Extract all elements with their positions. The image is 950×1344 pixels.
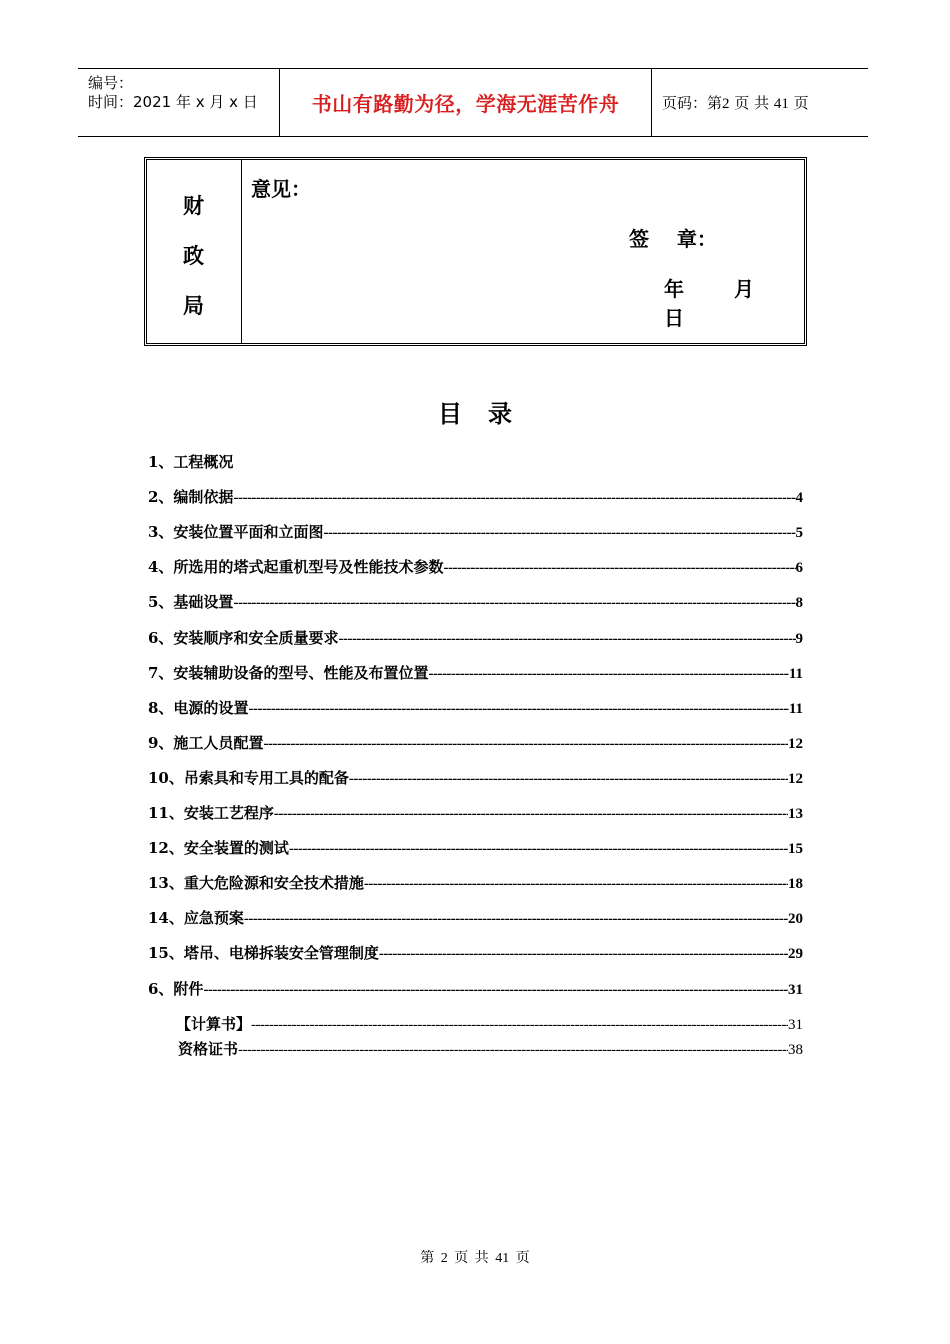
date-line	[664, 273, 804, 331]
toc-entry[interactable]	[148, 662, 803, 684]
toc-leader-dashes	[338, 631, 795, 648]
toc-entry[interactable]	[148, 486, 803, 508]
toc-entry-label: 13、重大危险源和安全技术措施	[148, 874, 364, 893]
toc-entry[interactable]	[148, 732, 803, 754]
toc-entry[interactable]	[148, 627, 803, 649]
toc-entry[interactable]	[148, 556, 803, 578]
toc-entry-page: 31	[788, 981, 803, 998]
doc-number-label: 编号：	[88, 74, 134, 92]
header-page-number: 页码：第2 页 共 41 页	[662, 94, 809, 112]
toc-entry-label: 3、安装位置平面和立面图	[148, 523, 324, 542]
toc-entry-page: 18	[788, 876, 803, 893]
toc-leader-dashes	[203, 982, 788, 999]
toc-sub-entry-label: 【计算书】	[176, 1015, 252, 1033]
toc-leader-dashes	[428, 666, 788, 683]
toc-entry[interactable]	[148, 978, 803, 1000]
toc-entry[interactable]	[148, 837, 803, 859]
toc-title: 目录	[438, 399, 538, 428]
toc-sub-entry-page: 38	[788, 1042, 803, 1058]
toc-entry[interactable]	[148, 451, 803, 473]
toc-entry-page: 15	[788, 841, 803, 858]
page-footer: 第 2 页 共 41 页	[420, 1251, 530, 1266]
toc-leader-dashes	[443, 560, 795, 577]
dept-char-3: 局	[183, 293, 204, 318]
toc-entry[interactable]	[148, 942, 803, 964]
toc-entry-label: 11、安装工艺程序	[148, 804, 274, 822]
toc-entry-page: 13	[788, 806, 803, 822]
toc-entry[interactable]	[148, 907, 803, 929]
toc-entry-label: 10、吊索具和专用工具的配备	[148, 768, 349, 787]
toc-leader-dashes	[248, 701, 788, 718]
toc-entry[interactable]	[148, 802, 803, 824]
toc-entry-label: 6、安装顺序和安全质量要求	[148, 628, 339, 647]
toc-entry-page: 9	[795, 630, 803, 647]
toc-leader-dashes	[263, 736, 788, 753]
toc-entry-label: 9、施工人员配置	[148, 733, 264, 752]
toc-entry-label: 5、基础设置	[148, 593, 234, 612]
dept-char-1: 财	[183, 193, 204, 218]
header-page-cell	[652, 69, 868, 136]
toc-sub-entry-page: 31	[788, 1017, 803, 1033]
toc-leader-dashes	[233, 490, 795, 507]
toc-entry[interactable]	[148, 591, 803, 613]
toc-leader-dashes	[379, 946, 788, 963]
toc-leader-dashes	[233, 595, 795, 612]
toc-leader-dashes	[323, 525, 795, 542]
date-day-label: 日	[664, 306, 684, 330]
toc-entry-label: 8、电源的设置	[148, 698, 249, 717]
toc-entry-page: 29	[788, 946, 803, 963]
toc-entry-page: 12	[788, 735, 803, 752]
toc-entry-label: 6、附件	[148, 979, 204, 998]
toc-entry-label: 14、应急预案	[148, 909, 244, 928]
toc-sub-entry-label: 资格证书	[178, 1040, 239, 1058]
toc-entry-label: 12、安全装置的测试	[148, 839, 289, 858]
toc-leader-dashes	[274, 806, 788, 823]
header-motto-cell	[280, 69, 652, 136]
toc-leader-dashes	[364, 876, 788, 893]
toc-entry-page: 20	[788, 911, 803, 928]
signature-label: 签 章：	[629, 227, 717, 251]
toc-entry[interactable]	[148, 767, 803, 789]
toc-entry[interactable]	[148, 521, 803, 543]
header-meta-cell	[78, 69, 280, 136]
doc-time-label: 时间：2021 年 x 月 x 日	[88, 93, 258, 111]
toc-leader-dashes	[349, 771, 788, 788]
toc-leader-dashes	[244, 911, 788, 928]
toc-entry-label: 15、塔吊、电梯拆装安全管理制度	[148, 944, 379, 963]
toc-entry-page: 11	[788, 665, 803, 682]
dept-char-2: 政	[183, 243, 204, 268]
toc-entry-page: 4	[795, 490, 803, 507]
toc-entry-label: 7、安装辅助设备的型号、性能及布置位置	[148, 663, 429, 682]
toc-sub-entry[interactable]	[176, 1013, 803, 1035]
opinion-label: 意见：	[251, 177, 311, 201]
toc-leader-dashes	[251, 1017, 788, 1034]
dept-name-cell	[147, 160, 242, 343]
finance-bureau-approval-box	[144, 157, 807, 346]
toc-entry-page: 8	[795, 595, 803, 612]
toc-leader-dashes	[238, 1042, 788, 1059]
toc-entry-label: 4、所选用的塔式起重机型号及性能技术参数	[148, 558, 444, 577]
toc-entry[interactable]	[148, 697, 803, 719]
toc-entry-label: 1、工程概况	[148, 453, 234, 471]
toc-entry-label: 2、编制依据	[148, 488, 234, 507]
date-year-label: 年	[664, 277, 684, 301]
toc-entry[interactable]	[148, 872, 803, 894]
toc-sub-entry[interactable]	[178, 1038, 803, 1060]
motto-text: 书山有路勤为径，学海无涯苦作舟	[311, 92, 620, 116]
toc-leader-dashes	[289, 841, 788, 858]
date-month-label: 月	[733, 277, 754, 301]
toc-entry-page: 11	[788, 700, 803, 717]
toc-entry-page: 6	[795, 560, 803, 577]
toc-entry-page: 5	[795, 525, 803, 542]
toc-entry-page: 12	[788, 770, 803, 787]
page-header	[78, 68, 868, 137]
